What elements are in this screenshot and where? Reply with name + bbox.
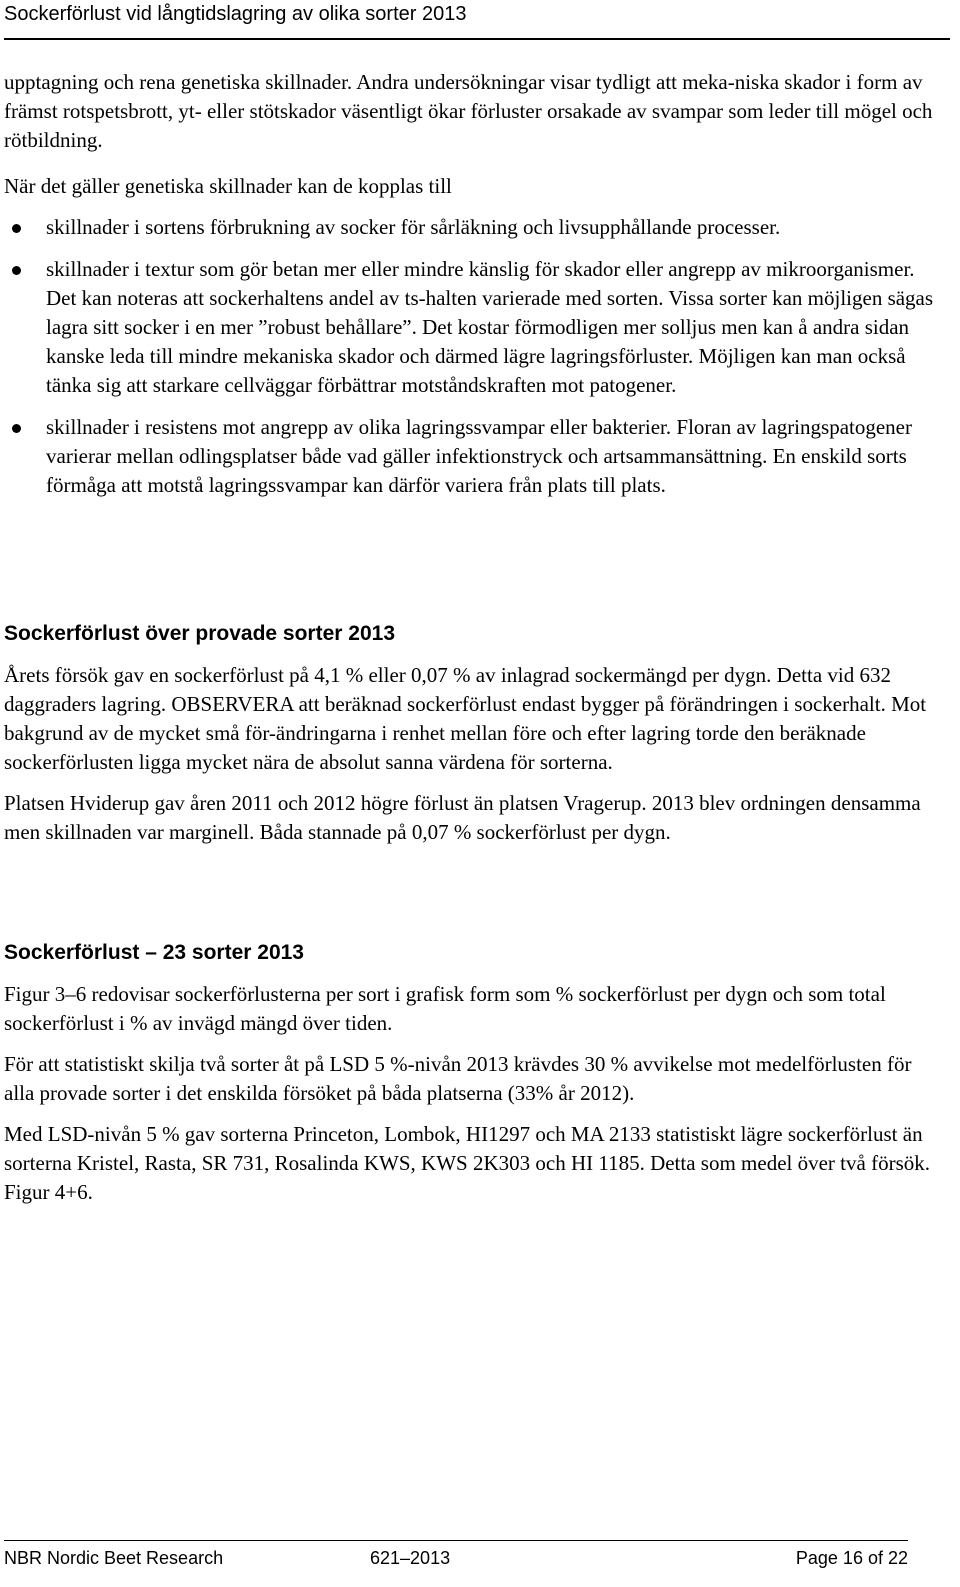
section-heading: Sockerförlust – 23 sorter 2013 <box>4 941 304 964</box>
header-title: Sockerförlust vid långtidslagring av olika sorter 2013 <box>4 3 467 25</box>
bullet-icon <box>12 266 21 275</box>
bullet-icon <box>12 224 21 233</box>
bullet-list <box>4 213 944 513</box>
page-footer <box>4 1540 908 1585</box>
intro-text: upptagning och rena genetiska skillnader. Andra undersökningar visar tydligt att meka-niska skador i form av främst rotspetsbrott, yt- eller stötskador väsentligt ökar förluster orsakade av svampar som leder till mögel och rötbildning. <box>4 70 933 152</box>
footer-page-number: Page 16 of 22 <box>795 1548 908 1568</box>
section-paragraph: För att statistiskt skilja två sorter åt på LSD 5 %-nivån 2013 krävdes 30 % avvikelse mot medelförlusten för alla provade sorter i det enskilda försöket på båda platserna (33% år 2012). <box>4 1052 912 1105</box>
section-heading: Sockerförlust över provade sorter 2013 <box>4 622 396 645</box>
page-header <box>4 0 950 40</box>
footer-organization: NBR Nordic Beet Research <box>4 1548 224 1568</box>
bullet-item <box>4 255 944 400</box>
bullet-icon <box>12 424 21 433</box>
section-paragraph: Årets försök gav en sockerförlust på 4,1 % eller 0,07 % av inlagrad sockermängd per dygn. Detta vid 632 daggraders lagring. OBSERVERA att beräknad sockerförlust endast bygger på förändringen i sockerhalt. Mot bakgrund av de mycket små för-ändringarna i renhet mellan före och efter lagring torde den beräknade sockerförlusten ligga mycket nära de absolut sanna värdena för sorterna. <box>4 663 927 774</box>
section-body <box>4 980 944 1219</box>
bullet-text: skillnader i sortens förbrukning av socker för sårläkning och livsupphållande processer. <box>46 215 781 239</box>
bullet-text: skillnader i textur som gör betan mer eller mindre känslig för skador eller angrepp av mikroorganismer. Det kan noteras att sockerhaltens andel av ts-halten varierade med sorten. Vissa sorter kan möjligen sägas lagra sitt socker i en mer ”robust behållare”. Det kostar förmodligen mer solljus men kan å andra sidan kanske leda till mindre mekaniska skador och därmed lägre lagringsförluster. Möjligen kan man också tänka sig att starkare cellväggar förbättrar motståndskraften mot patogener. <box>46 257 934 397</box>
intro-paragraph <box>4 68 944 155</box>
lead-paragraph <box>4 172 944 201</box>
section-body <box>4 661 944 859</box>
section-paragraph: Med LSD-nivån 5 % gav sorterna Princeton, Lombok, HI1297 och MA 2133 statistiskt lägre sockerförlust än sorterna Kristel, Rasta, SR 731, Rosalinda KWS, KWS 2K303 och HI 1185. Detta som medel över två försök. Figur 4+6. <box>4 1122 930 1204</box>
bullet-text: skillnader i resistens mot angrepp av olika lagringssvampar eller bakterier. Floran av lagringspatogener varierar mellan odlingsplatser både vad gäller infektionstryck och artsammansättning. En enskild sorts förmåga att motstå lagringssvampar kan därför variera från plats till plats. <box>46 415 912 497</box>
section-paragraph: Figur 3–6 redovisar sockerförlusterna per sort i grafisk form som % sockerförlust per dygn och som total sockerförlust i % av invägd mängd över tiden. <box>4 982 886 1035</box>
bullet-item <box>4 213 944 242</box>
section-paragraph: Platsen Hviderup gav åren 2011 och 2012 högre förlust än platsen Vragerup. 2013 blev ordningen densamma men skillnaden var marginell. Båda stannade på 0,07 % sockerförlust per dygn. <box>4 791 921 844</box>
lead-text: När det gäller genetiska skillnader kan de kopplas till <box>4 174 452 198</box>
bullet-item <box>4 413 944 500</box>
footer-report-number: 621–2013 <box>370 1548 451 1568</box>
